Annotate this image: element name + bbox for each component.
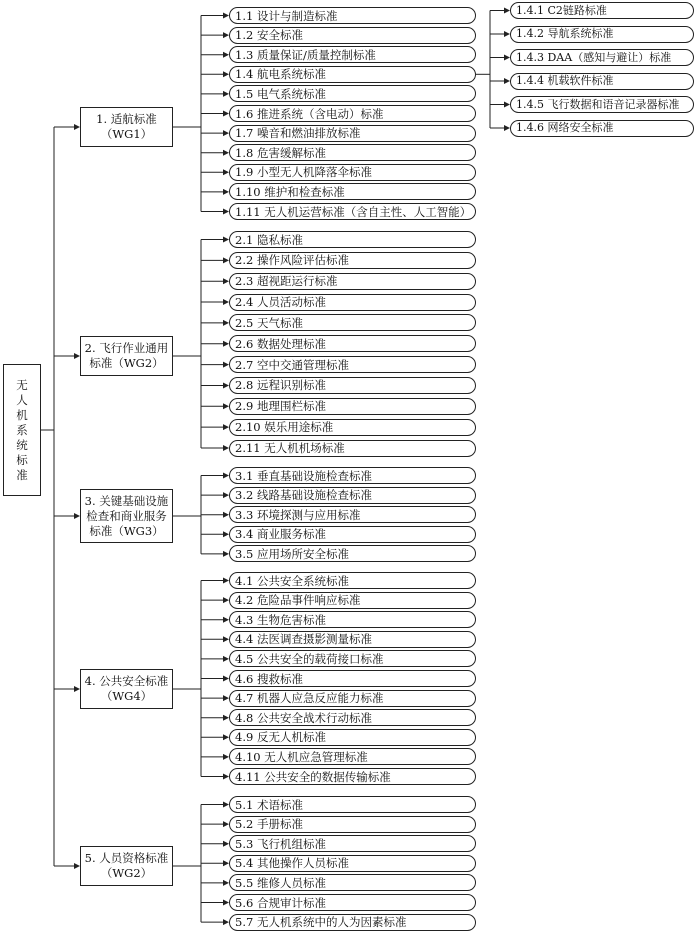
group-node [80,846,173,886]
standard-item: 1.1 设计与制造标准 [229,7,476,24]
avionics-sub-item: 1.4.2 导航系统标准 [510,26,694,43]
standard-item: 4.10 无人机应急管理标准 [229,748,476,765]
standard-item: 5.5 维修人员标准 [229,874,476,891]
standard-item: 3.1 垂直基础设施检查标准 [229,467,476,484]
standard-item: 4.6 搜救标准 [229,670,476,687]
root-label-char: 人 [16,392,28,407]
standard-item: 1.8 危害缓解标准 [229,144,476,161]
group-node [80,107,173,147]
standard-item: 2.6 数据处理标准 [229,335,476,352]
standard-item: 2.1 隐私标准 [229,231,476,248]
standard-item: 2.11 无人机机场标准 [229,440,476,457]
group-label-line: （WG2） [100,866,153,880]
group-label-line: （WG4） [100,689,153,703]
standard-item: 2.8 远程识别标准 [229,377,476,394]
standard-item: 5.7 无人机系统中的人为因素标准 [229,914,476,931]
group-label-line: 标准（WG3） [89,523,164,538]
standard-item: 4.9 反无人机标准 [229,729,476,746]
standard-item: 4.8 公共安全战术行动标准 [229,709,476,726]
avionics-sub-item: 1.4.6 网络安全标准 [510,120,694,137]
group-label-line: 5. 人员资格标准 [84,851,169,865]
standard-item: 2.3 超视距运行标准 [229,273,476,290]
group-node [80,669,173,709]
standard-item: 2.5 天气标准 [229,314,476,331]
standard-item: 1.4 航电系统标准 [229,66,476,83]
standard-item: 2.10 娱乐用途标准 [229,419,476,436]
standard-item: 5.2 手册标准 [229,816,476,833]
standard-item: 5.1 术语标准 [229,796,476,813]
standard-item: 2.4 人员活动标准 [229,294,476,311]
group-node [80,489,173,543]
group-label-line: 3. 关键基础设施 [84,493,169,508]
group-node [80,336,173,376]
standard-item: 4.7 机器人应急反应能力标准 [229,690,476,707]
avionics-sub-item: 1.4.4 机载软件标准 [510,73,694,90]
standard-item: 2.7 空中交通管理标准 [229,356,476,373]
standard-item: 1.3 质量保证/质量控制标准 [229,46,476,63]
standard-item: 4.1 公共安全系统标准 [229,572,476,589]
standard-item: 4.5 公共安全的载荷接口标准 [229,650,476,667]
group-label-line: 4. 公共安全标准 [84,674,169,688]
standard-item: 4.4 法医调查摄影测量标准 [229,631,476,648]
standard-item: 5.6 合规审计标准 [229,894,476,911]
standard-item: 3.2 线路基础设施检查标准 [229,487,476,504]
group-label-line: 1. 适航标准 [96,112,157,126]
root-label-char: 标 [16,452,28,467]
group-label-line: 检查和商业服务 [86,508,167,523]
avionics-sub-item: 1.4.1 C2链路标准 [510,2,694,19]
standard-item: 3.4 商业服务标准 [229,526,476,543]
standard-item: 1.9 小型无人机降落伞标准 [229,164,476,181]
standard-item: 4.11 公共安全的数据传输标准 [229,768,476,785]
avionics-sub-item: 1.4.5 飞行数据和语音记录器标准 [510,96,694,113]
standard-item: 5.4 其他操作人员标准 [229,855,476,872]
standard-item: 5.3 飞行机组标准 [229,835,476,852]
root-label-char: 统 [16,437,28,452]
root-label [16,378,28,483]
root-label-char: 系 [16,422,28,437]
standard-item: 4.3 生物危害标准 [229,611,476,628]
root-label-char: 机 [16,407,28,422]
standard-item: 2.2 操作风险评估标准 [229,252,476,269]
group-label-line: 标准（WG2） [89,356,164,370]
standard-item: 1.10 维护和检查标准 [229,183,476,200]
group-label-line: （WG1） [100,127,153,141]
standard-item: 1.2 安全标准 [229,27,476,44]
standard-item: 3.3 环境探测与应用标准 [229,506,476,523]
standard-item: 4.2 危险品事件响应标准 [229,592,476,609]
standard-item: 2.9 地理围栏标准 [229,398,476,415]
standard-item: 3.5 应用场所安全标准 [229,545,476,562]
standard-item: 1.5 电气系统标准 [229,85,476,102]
avionics-sub-item: 1.4.3 DAA（感知与避让）标准 [510,49,694,66]
group-label-line: 2. 飞行作业通用 [84,341,169,355]
standard-item: 1.6 推进系统（含电动）标准 [229,105,476,122]
root-label-char: 无 [16,377,28,392]
root-label-char: 准 [16,467,28,482]
standard-item: 1.11 无人机运营标准（含自主性、人工智能） [229,203,476,220]
root-node [3,364,41,496]
standard-item: 1.7 噪音和燃油排放标准 [229,125,476,142]
